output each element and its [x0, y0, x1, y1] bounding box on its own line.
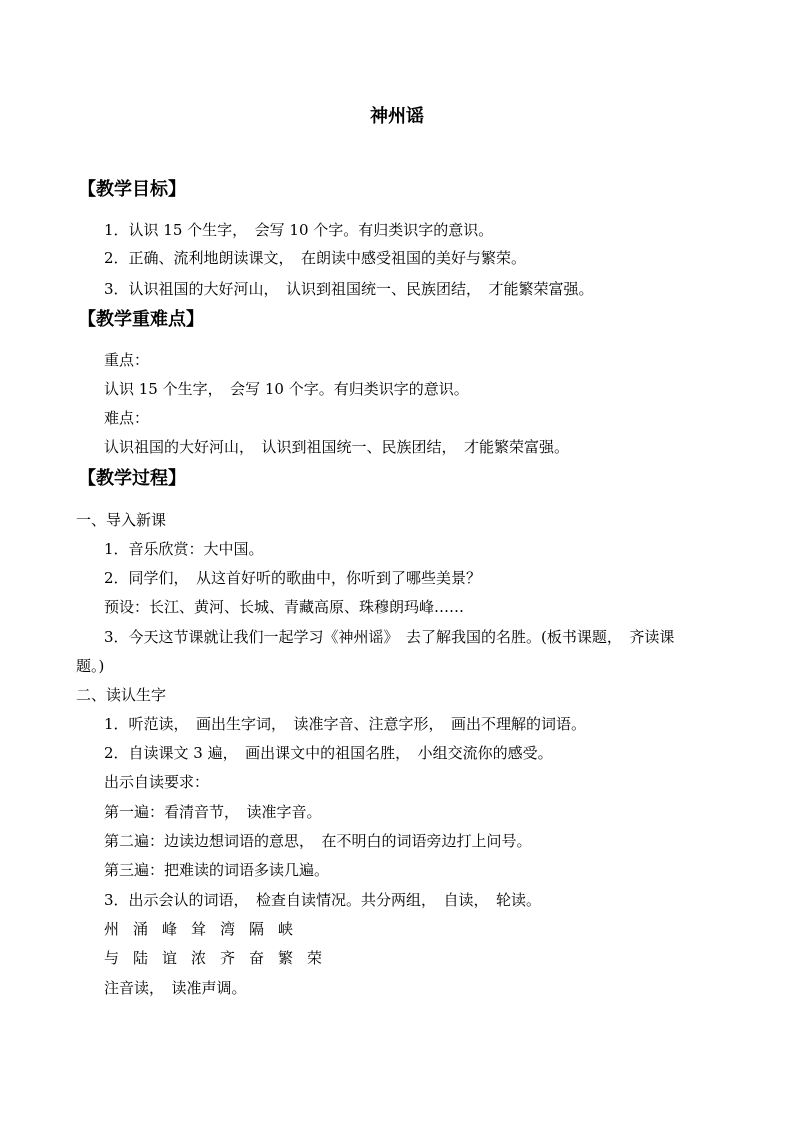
part2-item-5: 第二遍：边读边想词语的意思， 在不明白的词语旁边打上问号。	[104, 832, 532, 850]
char-item: 谊	[162, 949, 178, 967]
char-item: 繁	[278, 949, 294, 967]
char-item: 峰	[162, 920, 178, 938]
char-item: 峡	[278, 920, 294, 938]
part1-item-1: 1．音乐欣赏：大中国。	[104, 540, 264, 558]
part2-item-6: 第三遍：把难读的词语多读几遍。	[104, 861, 330, 879]
char-item: 齐	[220, 949, 236, 967]
char-item: 陆	[133, 949, 149, 967]
part1-item-2: 2．同学们， 从这首好听的歌曲中，你听到了哪些美景？	[104, 569, 482, 587]
char-item: 与	[104, 949, 120, 967]
part2-item-7: 3．出示会认的词语， 检查自读情况。共分两组， 自读， 轮读。	[104, 891, 542, 909]
heading-key-points: 【教学重难点】	[78, 309, 204, 330]
part1-item-4-continued: 题。)	[76, 657, 105, 675]
goal-item-3: 3．认识祖国的大好河山， 认识到祖国统一、民族团结， 才能繁荣富强。	[104, 280, 594, 298]
heading-teaching-goals: 【教学目标】	[78, 179, 186, 200]
part2-title: 二、读认生字	[76, 686, 167, 704]
char-item: 浓	[191, 949, 207, 967]
part2-item-3: 出示自读要求：	[104, 773, 210, 791]
part2-item-2: 2．自读课文 3 遍， 画出课文中的祖国名胜， 小组交流你的感受。	[104, 744, 553, 762]
heading-teaching-process: 【教学过程】	[78, 468, 186, 489]
focus-text: 认识 15 个生字， 会写 10 个字。有归类识字的意识。	[104, 380, 469, 398]
goal-item-2: 2．正确、流利地朗读课文， 在朗读中感受祖国的美好与繁荣。	[104, 249, 527, 267]
part1-item-4: 3．今天这节课就让我们一起学习《神州谣》 去了解我国的名胜。(板书课题， 齐读课	[104, 628, 675, 646]
part1-title: 一、导入新课	[76, 511, 167, 529]
final-line: 注音读， 读准声调。	[104, 979, 247, 997]
char-item: 湾	[220, 920, 236, 938]
part1-item-3: 预设：长江、黄河、长城、青藏高原、珠穆朗玛峰……	[104, 598, 465, 616]
document-title: 神州谣	[370, 106, 424, 127]
char-item: 耸	[191, 920, 207, 938]
char-item: 涌	[133, 920, 149, 938]
char-item: 州	[104, 920, 120, 938]
char-row-1	[104, 918, 307, 940]
char-item: 隔	[249, 920, 265, 938]
difficulty-text: 认识祖国的大好河山， 认识到祖国统一、民族团结， 才能繁荣富强。	[104, 438, 570, 456]
difficulty-label: 难点：	[104, 409, 150, 427]
focus-label: 重点：	[104, 351, 150, 369]
char-item: 奋	[249, 949, 265, 967]
part2-item-1: 1．听范读， 画出生字词， 读准字音、注意字形， 画出不理解的词语。	[104, 715, 587, 733]
part2-item-4: 第一遍：看清音节， 读准字音。	[104, 803, 322, 821]
goal-item-1: 1．认识 15 个生字， 会写 10 个字。有归类识字的意识。	[104, 221, 494, 239]
char-row-2	[104, 947, 336, 969]
char-item: 荣	[307, 949, 323, 967]
